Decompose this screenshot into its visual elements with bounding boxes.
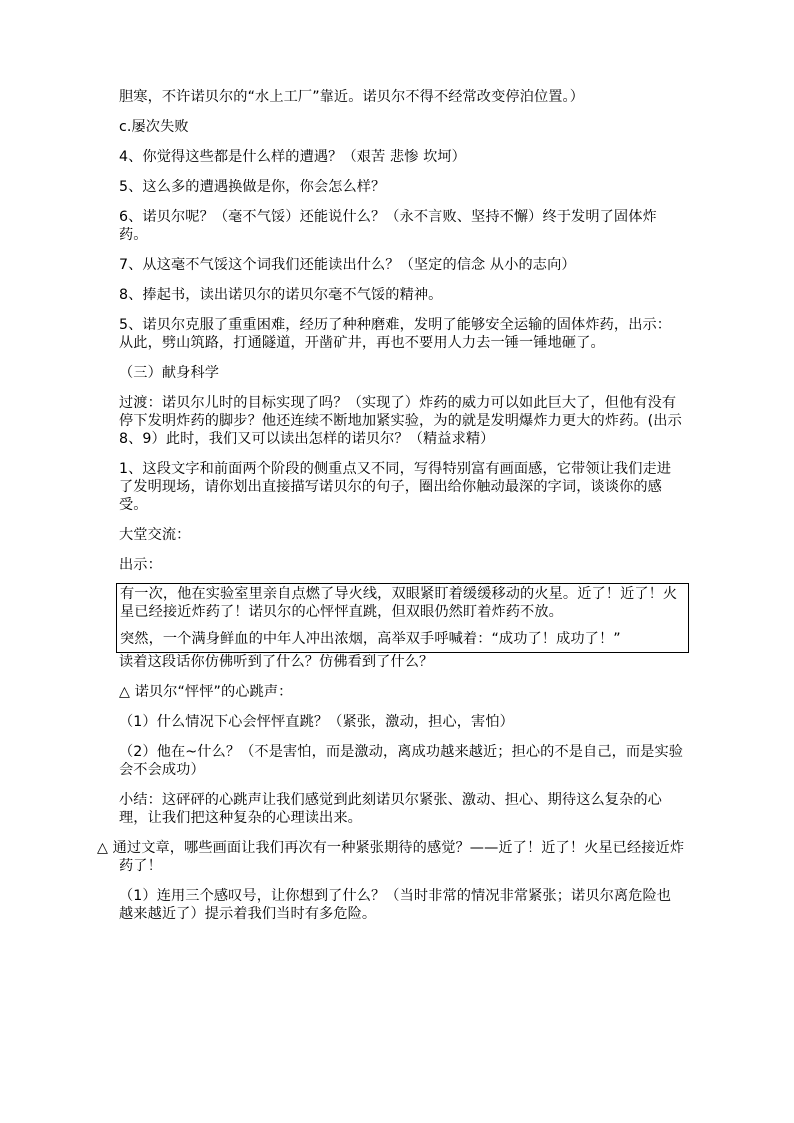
- paragraph: 5、诺贝尔克服了重重困难，经历了种种磨难，发明了能够安全运输的固体炸药，出示：从此，劈山筑路，打通隧道，开凿矿井，再也不要用人力去一锤一锤地砸了。: [119, 317, 672, 351]
- summary-paragraph: 小结：这砰砰的心跳声让我们感觉到此刻诺贝尔紧张、激动、担心、期待这么复杂的心理，让我们把这种复杂的心理读出来。: [119, 792, 662, 826]
- paragraph: 读着这段话你仿佛听到了什么？仿佛看到了什么？: [119, 654, 434, 670]
- paragraph: 胆寒，不许诺贝尔的“水上工厂”靠近。诺贝尔不得不经常改变停泊位置。）: [119, 89, 585, 105]
- paragraph: 7、从这毫不气馁这个词我们还能读出什么？（坚定的信念 从小的志向）: [119, 257, 576, 273]
- paragraph: 大堂交流：: [119, 527, 191, 543]
- quote-paragraph: 有一次，他在实验室里亲自点燃了导火线，双眼紧盯着缓缓移动的火星。近了！近了！火星已经接近炸药了！诺贝尔的心怦怦直跳，但双眼仍然盯着炸药不放。: [120, 586, 678, 620]
- paragraph: 过渡：诺贝尔儿时的目标实现了吗？（实现了）炸药的威力可以如此巨大了，但他有没有停下发明炸药的脚步？他还连续不断地加紧实验，为的就是发明爆炸力更大的炸药。(出示 8、9）此时，我们又可以读出怎样的诺贝尔？（精益求精）: [119, 395, 682, 447]
- quote-box: [116, 583, 689, 653]
- paragraph: （1）连用三个感叹号，让你想到了什么？（当时非常的情况非常紧张；诺贝尔离危险也越来越近了）提示着我们当时有多危险。: [119, 888, 672, 922]
- paragraph: 1、这段文字和前面两个阶段的侧重点又不同，写得特别富有画面感，它带领让我们走进了发明现场，请你划出直接描写诺贝尔的句子，圈出给你触动最深的字词，谈谈你的感受。: [119, 461, 672, 513]
- paragraph: 出示：: [119, 557, 162, 573]
- paragraph: 4、你觉得这些都是什么样的遭遇？（艰苦 悲惨 坎坷）: [119, 149, 466, 165]
- paragraph: 6、诺贝尔呢？（毫不气馁）还能说什么？（永不言败、坚持不懈）终于发明了固体炸药。: [119, 209, 657, 243]
- document-page: [97, 88, 685, 935]
- bullet-heading: △ 诺贝尔“怦怦”的心跳声：: [119, 684, 293, 700]
- quote-paragraph: 突然，一个满身鲜血的中年人冲出浓烟，高举双手呼喊着：“成功了！成功了！”: [120, 631, 621, 647]
- paragraph: （1）什么情况下心会怦怦直跳？（紧张，激动，担心，害怕）: [119, 714, 514, 730]
- paragraph: （2）他在~什么？（不是害怕，而是激动，离成功越来越近；担心的不是自己，而是实验会不会成功）: [119, 744, 684, 778]
- paragraph: c.屡次失败: [119, 119, 189, 135]
- paragraph: 5、这么多的遭遇换做是你，你会怎么样？: [119, 179, 386, 195]
- section-heading: （三）献身科学: [119, 365, 220, 381]
- paragraph: 8、捧起书，读出诺贝尔的诺贝尔毫不气馁的精神。: [119, 287, 443, 303]
- bullet-heading: △ 通过文章，哪些画面让我们再次有一种紧张期待的感觉？——近了！近了！火星已经接近炸药了！: [97, 840, 685, 874]
